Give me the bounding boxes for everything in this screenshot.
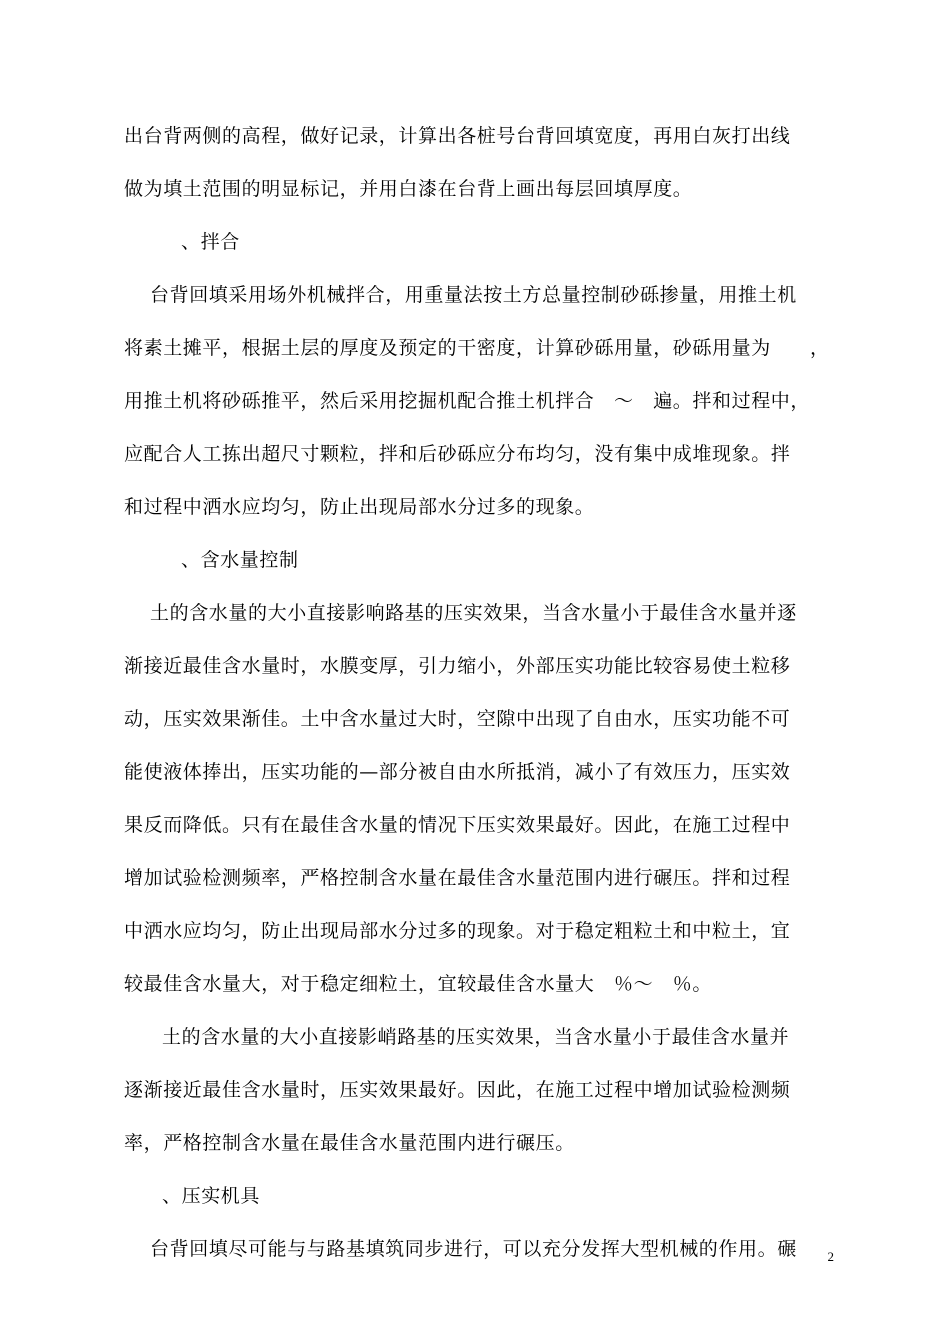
section-heading-compaction-equipment: 、压实机具	[162, 1185, 261, 1207]
text-line: 用推土机将砂砾推平，然后采用挖掘机配合推土机拌合 ～ 遍。拌和过程中，	[124, 390, 811, 412]
paragraph-start: 土的含水量的大小直接影响路基的压实效果，当含水量小于最佳含水量并逐	[150, 602, 797, 624]
text-line: 率，严格控制含水量在最佳含水量范围内进行碾压。	[124, 1132, 575, 1154]
text-line: 动，压实效果渐佳。土中含水量过大时，空隙中出现了自由水，压实功能不可	[124, 708, 791, 730]
paragraph-start: 台背回填采用场外机械拌合，用重量法按土方总量控制砂砾掺量，用推土机	[150, 284, 797, 306]
page-number: 2	[827, 1249, 834, 1264]
text-line: 做为填土范围的明显标记，并用白漆在台背上画出每层回填厚度。	[124, 178, 693, 200]
text-line: 渐接近最佳含水量时，水膜变厚，引力缩小，外部压实功能比较容易使土粒移	[124, 655, 791, 677]
text-line: 能使液体捧出，压实功能的—部分被自由水所抵消，减小了有效压力，压实效	[124, 761, 791, 783]
text-line: 果反而降低。只有在最佳含水量的情况下压实效果最好。因此，在施工过程中	[124, 814, 791, 836]
text-line: 和过程中洒水应均匀，防止出现局部水分过多的现象。	[124, 496, 595, 518]
paragraph-start: 台背回填尽可能与与路基填筑同步进行，可以充分发挥大型机械的作用。碾	[150, 1238, 797, 1260]
section-heading-mixing: 、拌合	[181, 231, 240, 253]
text-line: 较最佳含水量大，对于稳定细粒土，宜较最佳含水量大 ％～ ％。	[124, 973, 713, 995]
text-line: 出台背两侧的高程，做好记录，计算出各桩号台背回填宽度，再用白灰打出线	[124, 125, 791, 147]
text-line: 将素土摊平，根据土层的厚度及预定的干密度，计算砂砾用量，砂砾用量为 ，	[124, 337, 830, 359]
section-heading-moisture-control: 、含水量控制	[181, 549, 299, 571]
paragraph-start: 土的含水量的大小直接影峭路基的压实效果，当含水量小于最佳含水量并	[162, 1026, 790, 1048]
text-line: 增加试验检测频率，严格控制含水量在最佳含水量范围内进行碾压。拌和过程	[124, 867, 791, 889]
text-line: 逐渐接近最佳含水量时，压实效果最好。因此，在施工过程中增加试验检测频	[124, 1079, 791, 1101]
text-line: 应配合人工拣出超尺寸颗粒，拌和后砂砾应分布均匀，没有集中成堆现象。拌	[124, 443, 791, 465]
text-line: 中洒水应均匀，防止出现局部水分过多的现象。对于稳定粗粒土和中粒土，宜	[124, 920, 791, 942]
